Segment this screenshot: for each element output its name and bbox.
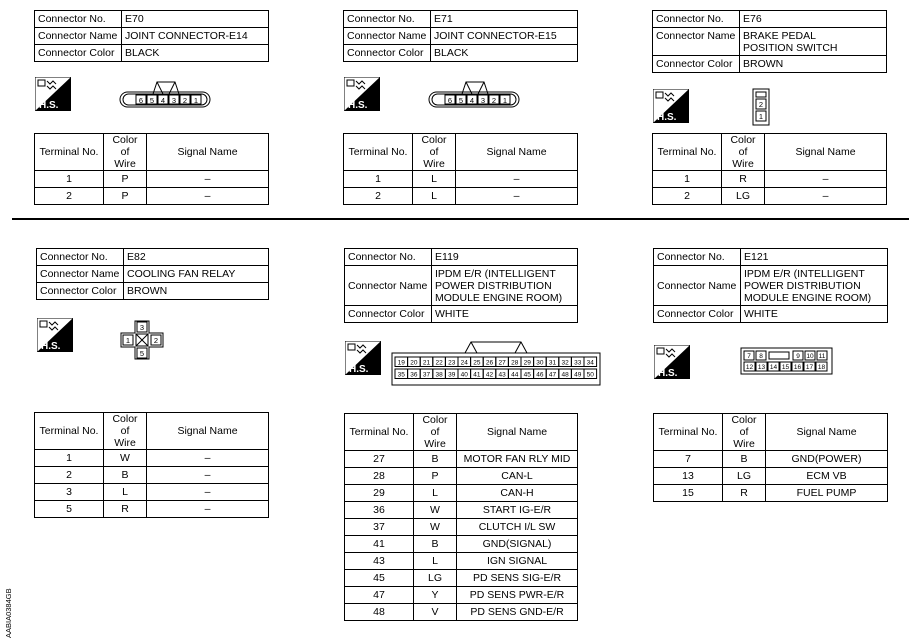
pin-label: 18 xyxy=(817,364,826,371)
pin-label: 29 xyxy=(523,359,531,367)
harness-side-icon xyxy=(654,345,690,384)
pin-label: 1 xyxy=(502,96,508,105)
pin-label: 1 xyxy=(125,336,131,345)
color-of-wire-header: Color of Wire xyxy=(104,413,147,450)
connector-no-value: E70 xyxy=(122,11,269,28)
pin-label: 2 xyxy=(491,96,497,105)
table-row: 41 B GND(SIGNAL) xyxy=(345,536,578,553)
pin-label: 9 xyxy=(796,353,800,360)
connector-info-table xyxy=(34,10,269,62)
terminal-no-header: Terminal No. xyxy=(345,414,414,451)
connector-info-table xyxy=(652,10,887,73)
hs-label: H.S. xyxy=(348,100,368,111)
connector-block-e119 xyxy=(344,248,578,323)
connector-info-table xyxy=(653,248,888,323)
color-of-wire-header: Color of Wire xyxy=(723,414,766,451)
connector-color-value: WHITE xyxy=(432,306,578,323)
pin-label: 25 xyxy=(473,359,481,367)
pin-label: 4 xyxy=(469,96,475,105)
connector-color-label: Connector Color xyxy=(653,56,740,73)
pin-label: 38 xyxy=(435,371,443,379)
terminal-no-header: Terminal No. xyxy=(653,134,722,171)
pin-label: 16 xyxy=(793,364,802,371)
table-row: 1 R – xyxy=(653,171,887,188)
connector-face-e82 xyxy=(120,320,164,360)
pin-label: 43 xyxy=(498,371,506,379)
pin-label: 27 xyxy=(498,359,506,367)
connector-color-value: BROWN xyxy=(740,56,887,73)
connector-color-label: Connector Color xyxy=(345,306,432,323)
pin-label: 5 xyxy=(458,96,464,105)
hs-label: H.S. xyxy=(349,364,369,375)
pin-label: 36 xyxy=(410,371,418,379)
table-row: 36 W START IG-E/R xyxy=(345,502,578,519)
pin-label: 20 xyxy=(410,359,418,367)
connector-name-label: Connector Name xyxy=(35,28,122,45)
pin-label: 10 xyxy=(806,353,814,360)
pin-label: 22 xyxy=(435,359,443,367)
pin-label: 37 xyxy=(422,371,431,379)
connector-block-e71 xyxy=(343,10,578,62)
table-row: 2 L – xyxy=(344,188,578,205)
pin-label: 33 xyxy=(574,359,582,367)
pin-label: 5 xyxy=(139,349,145,358)
pin-label: 6 xyxy=(447,96,453,105)
harness-side-icon xyxy=(345,341,381,380)
terminal-no-header: Terminal No. xyxy=(654,414,723,451)
connector-name-label: Connector Name xyxy=(344,28,431,45)
pin-label: 11 xyxy=(818,353,826,360)
harness-side-icon xyxy=(653,89,689,128)
table-row: 2 B – xyxy=(35,467,269,484)
hs-label: H.S. xyxy=(658,368,678,379)
signal-name-header: Signal Name xyxy=(766,414,888,451)
color-of-wire-header: Color of Wire xyxy=(413,134,456,171)
pin-label: 13 xyxy=(757,364,766,371)
table-row: 2 P – xyxy=(35,188,269,205)
connector-info-table xyxy=(36,248,269,300)
connector-face-e76 xyxy=(752,88,770,126)
connector-no-label: Connector No. xyxy=(344,11,431,28)
connector-name-label: Connector Name xyxy=(37,266,124,283)
pin-label: 49 xyxy=(574,371,582,379)
table-row: 2 LG – xyxy=(653,188,887,205)
pin-label: 31 xyxy=(548,359,557,367)
terminal-no-header: Terminal No. xyxy=(35,413,104,450)
figure-code: AABIA0384GB xyxy=(4,588,13,638)
pin-label: 15 xyxy=(781,364,790,371)
connector-color-value: BLACK xyxy=(431,45,578,62)
pin-label: 39 xyxy=(448,371,456,379)
connector-block-e70 xyxy=(34,10,269,62)
table-row: 43 L IGN SIGNAL xyxy=(345,553,578,570)
terminal-no-header: Terminal No. xyxy=(35,134,104,171)
connector-name-value: JOINT CONNECTOR-E14 xyxy=(122,28,269,45)
connector-name-value: JOINT CONNECTOR-E15 xyxy=(431,28,578,45)
connector-color-value: WHITE xyxy=(741,306,888,323)
connector-color-value: BROWN xyxy=(124,283,269,300)
connector-color-label: Connector Color xyxy=(344,45,431,62)
signal-name-header: Signal Name xyxy=(456,134,578,171)
pin-label: 3 xyxy=(480,96,486,105)
connector-no-label: Connector No. xyxy=(37,249,124,266)
pin-label: 32 xyxy=(561,359,569,367)
pin-label: 46 xyxy=(536,371,544,379)
pin-label: 2 xyxy=(758,100,764,109)
pin-label: 26 xyxy=(485,359,494,367)
table-row: 28 P CAN-L xyxy=(345,468,578,485)
signal-name-header: Signal Name xyxy=(147,413,269,450)
table-row: 7 B GND(POWER) xyxy=(654,451,888,468)
connector-block-e121 xyxy=(653,248,888,323)
connector-no-label: Connector No. xyxy=(653,11,740,28)
pin-label: 44 xyxy=(511,371,519,379)
harness-side-icon xyxy=(344,77,380,116)
pin-label: 8 xyxy=(759,353,763,360)
terminal-table-e76 xyxy=(652,133,887,205)
connector-no-label: Connector No. xyxy=(35,11,122,28)
terminal-table-e121 xyxy=(653,413,888,502)
connector-face-e121 xyxy=(740,347,833,375)
pin-label: 23 xyxy=(448,359,456,367)
pin-label: 4 xyxy=(160,96,166,105)
connector-no-value: E76 xyxy=(740,11,887,28)
section-divider xyxy=(12,218,909,220)
color-of-wire-header: Color of Wire xyxy=(104,134,147,171)
connector-block-e82 xyxy=(36,248,269,300)
connector-face-e70 xyxy=(119,80,211,108)
table-row: 5 R – xyxy=(35,501,269,518)
table-row: 27 B MOTOR FAN RLY MID xyxy=(345,451,578,468)
table-row: 1 W – xyxy=(35,450,269,467)
table-row: 13 LG ECM VB xyxy=(654,468,888,485)
pin-label: 35 xyxy=(397,371,405,379)
harness-side-icon xyxy=(37,318,73,357)
connector-color-value: BLACK xyxy=(122,45,269,62)
pin-label: 40 xyxy=(460,371,468,379)
connector-name-value: IPDM E/R (INTELLIGENT POWER DISTRIBUTION MODULE ENGINE ROOM) xyxy=(432,266,578,306)
pin-label: 21 xyxy=(422,359,431,367)
connector-name-value: COOLING FAN RELAY xyxy=(124,266,269,283)
color-of-wire-header: Color of Wire xyxy=(414,414,457,451)
terminal-table-e70 xyxy=(34,133,269,205)
connector-no-value: E119 xyxy=(432,249,578,266)
pin-label: 47 xyxy=(548,371,557,379)
connector-face-e119 xyxy=(391,340,601,386)
color-of-wire-header: Color of Wire xyxy=(722,134,765,171)
pin-label: 2 xyxy=(153,336,159,345)
terminal-table-e71 xyxy=(343,133,578,205)
pin-label: 5 xyxy=(149,96,155,105)
terminal-no-header: Terminal No. xyxy=(344,134,413,171)
connector-info-table xyxy=(343,10,578,62)
pin-label: 19 xyxy=(397,359,405,367)
harness-side-icon xyxy=(35,77,71,116)
connector-no-value: E82 xyxy=(124,249,269,266)
connector-color-label: Connector Color xyxy=(654,306,741,323)
pin-label: 6 xyxy=(138,96,144,105)
pin-label: 30 xyxy=(536,359,544,367)
connector-name-label: Connector Name xyxy=(654,266,741,306)
connector-no-label: Connector No. xyxy=(654,249,741,266)
connector-no-value: E121 xyxy=(741,249,888,266)
table-row: 45 LG PD SENS SIG-E/R xyxy=(345,570,578,587)
connector-no-value: E71 xyxy=(431,11,578,28)
terminal-table-e119 xyxy=(344,413,578,621)
pin-label: 24 xyxy=(460,359,468,367)
connector-face-e71 xyxy=(428,80,520,108)
pin-label: 45 xyxy=(523,371,531,379)
hs-label: H.S. xyxy=(39,100,59,111)
table-row: 1 L – xyxy=(344,171,578,188)
connector-color-label: Connector Color xyxy=(35,45,122,62)
connector-color-label: Connector Color xyxy=(37,283,124,300)
connector-info-table xyxy=(344,248,578,323)
table-row: 15 R FUEL PUMP xyxy=(654,485,888,502)
pin-label: 34 xyxy=(586,359,594,367)
pin-label: 42 xyxy=(485,371,494,379)
connector-name-label: Connector Name xyxy=(653,28,740,56)
signal-name-header: Signal Name xyxy=(457,414,578,451)
pin-label: 3 xyxy=(139,323,145,332)
table-row: 3 L – xyxy=(35,484,269,501)
connector-no-label: Connector No. xyxy=(345,249,432,266)
pin-label: 1 xyxy=(758,112,764,121)
table-row: 37 W CLUTCH I/L SW xyxy=(345,519,578,536)
table-row: 29 L CAN-H xyxy=(345,485,578,502)
connector-block-e76 xyxy=(652,10,887,73)
table-row: 47 Y PD SENS PWR-E/R xyxy=(345,587,578,604)
table-row: 48 V PD SENS GND-E/R xyxy=(345,604,578,621)
hs-label: H.S. xyxy=(41,341,61,352)
pin-label: 41 xyxy=(473,371,481,379)
terminal-table-e82 xyxy=(34,412,269,518)
pin-label: 2 xyxy=(182,96,188,105)
pin-label: 7 xyxy=(747,353,751,360)
pin-label: 28 xyxy=(511,359,519,367)
pin-label: 1 xyxy=(193,96,199,105)
signal-name-header: Signal Name xyxy=(147,134,269,171)
pin-label: 12 xyxy=(745,364,754,371)
pin-label: 17 xyxy=(805,364,814,371)
pin-label: 50 xyxy=(586,371,594,379)
table-row: 1 P – xyxy=(35,171,269,188)
pin-label: 48 xyxy=(561,371,569,379)
signal-name-header: Signal Name xyxy=(765,134,887,171)
connector-name-value: BRAKE PEDAL POSITION SWITCH xyxy=(740,28,887,56)
connector-name-value: IPDM E/R (INTELLIGENT POWER DISTRIBUTION MODULE ENGINE ROOM) xyxy=(741,266,888,306)
connector-name-label: Connector Name xyxy=(345,266,432,306)
pin-label: 14 xyxy=(769,364,778,371)
pin-label: 3 xyxy=(171,96,177,105)
hs-label: H.S. xyxy=(657,112,677,123)
